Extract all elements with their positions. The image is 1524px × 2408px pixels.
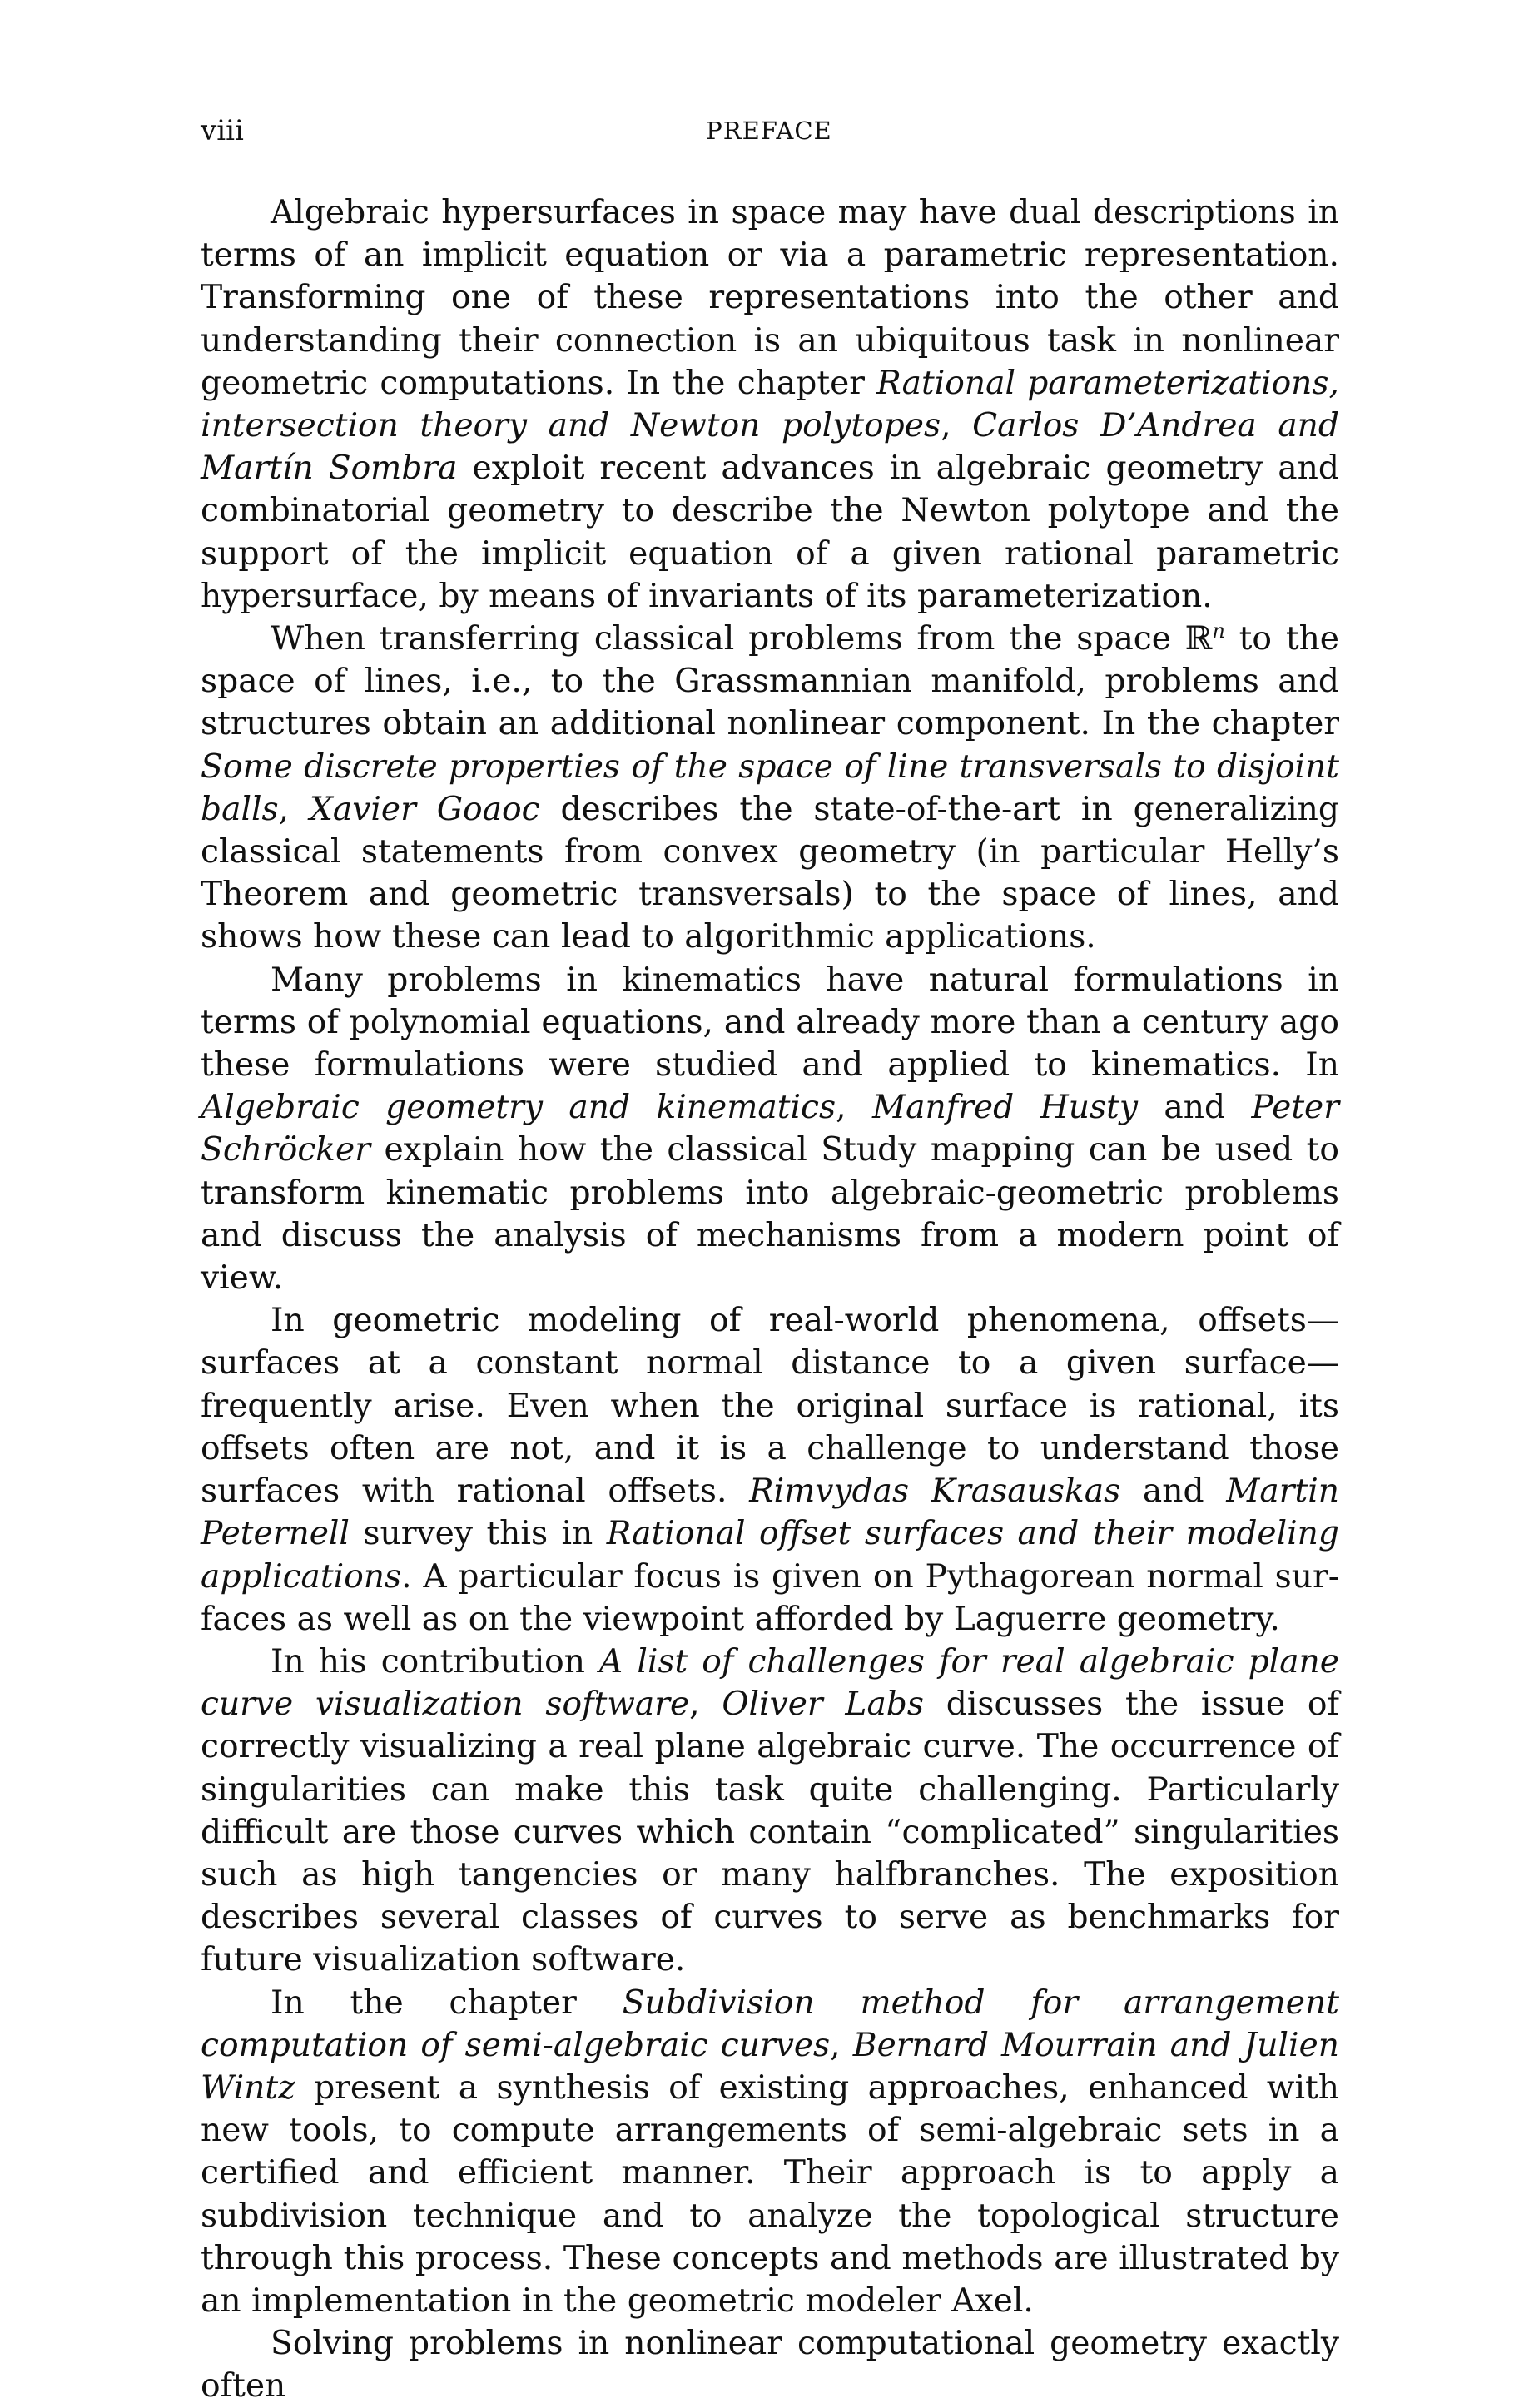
page-header xyxy=(201,110,1338,151)
paragraph-text: , xyxy=(830,2026,853,2064)
preface-body xyxy=(201,191,1339,2408)
paragraph-text: present a synthesis of existing approaches, enhanced with new tools, to compute arrangements of semi-algebraic sets in a certified and efficient manner. Their approach is to apply a subdivision technique and to analyze the topological structure through this process. These concepts and methods are illustrated by an implementation in the geometric modeler Axel. xyxy=(201,2068,1339,2320)
italic-text: A list of challenges for real algebraic plane curve visualization software xyxy=(201,1642,1339,1724)
preface-paragraph xyxy=(201,2322,1339,2407)
italic-text: Peter Schröcker xyxy=(201,1089,1339,1169)
running-title: PREFACE xyxy=(706,117,832,145)
preface-paragraph xyxy=(201,1299,1339,1641)
preface-paragraph xyxy=(201,959,1339,1300)
italic-text: Algebraic geometry and kinematics xyxy=(201,1089,836,1127)
paragraph-text: In geometric modeling of real-world phenomena, offsets—surfaces at a constant normal distance to a given surface—frequently arise. Even when the original surface is rational, its offsets often are not, and it is a challenge to understand those surfaces with rational offsets. xyxy=(201,1302,1339,1511)
italic-text: Oliver Labs xyxy=(722,1686,924,1724)
italic-text: Some discrete properties of the space of line transversals to disjoint balls xyxy=(201,747,1339,828)
paragraph-text: Many problems in kinematics have natural formulations in terms of polynomial equations, and already more than a century ago these formulations were studied and applied to kinematics. In xyxy=(201,961,1339,1085)
paragraph-text: In the chapter xyxy=(271,1983,623,2022)
paragraph-text: , xyxy=(941,407,973,445)
paragraph-text: describes the state-of-the-art in generalizing classical statements from convex geometry (in particular Helly’s Theorem and geometric transversals) to the space of lines, and shows how these can lead to algorithmic applications. xyxy=(201,790,1339,956)
paragraph-text: exploit recent advances in algebraic geometry and combinatorial geometry to describe the Newton polytope and the support of the implicit equation of a given rational parametric hypersurface, by means of invariants of its parameterization. xyxy=(201,449,1339,615)
paragraph-text: . A particular focus is given on Pythagorean normal surfaces as well as on the viewpoint afforded by Laguerre geometry. xyxy=(201,1557,1339,1638)
paragraph-text: discusses the issue of correctly visualizing a real plane algebraic curve. The occurrence of singularities can make this task quite challenging. Particularly difficult are those curves which contain “complicated” singularities such as high tangencies or many halfbranches. The exposition describes several classes of curves to serve as benchmarks for future visualization software. xyxy=(201,1686,1339,1979)
italic-text: Carlos D’Andrea and Martín Sombra xyxy=(201,407,1340,488)
paragraph-text: , xyxy=(836,1089,872,1127)
italic-text: Manfred Husty xyxy=(871,1089,1139,1127)
paragraph-text: , xyxy=(689,1686,722,1724)
italic-text: Bernard Mourrain and Julien Wintz xyxy=(201,2026,1339,2107)
paragraph-text: Solving problems in nonlinear computational geometry exactly often xyxy=(201,2325,1339,2406)
paragraph-text: , xyxy=(278,790,310,828)
italic-text: Rimvydas Krasauskas xyxy=(749,1472,1121,1511)
paragraph-text: and xyxy=(1120,1472,1227,1511)
italic-text: Xavier Goaoc xyxy=(310,790,540,828)
italic-text: Martin Peternell xyxy=(201,1472,1339,1553)
paragraph-text: Algebraic hypersurfaces in space may have dual descriptions in terms of an implicit equation or via a parametric representation. Transforming one of these representations into the other and understanding their connection is an ubiquitous task in nonlinear geometric computations. In the chapter xyxy=(201,194,1339,402)
preface-paragraph xyxy=(201,1641,1339,1982)
paragraph-text: When transferring classical problems from the space ℝ xyxy=(271,620,1213,658)
preface-paragraph xyxy=(201,618,1339,959)
paragraph-text: and xyxy=(1138,1089,1252,1127)
paragraph-text: explain how the classical Study mapping can be used to transform kinematic problems into algebraic-geometric problems and discuss the analysis of mechanisms from a modern point of view. xyxy=(201,1131,1339,1298)
page-number: viii xyxy=(201,114,244,147)
superscript-exponent: n xyxy=(1212,618,1225,643)
preface-paragraph xyxy=(201,191,1339,618)
italic-text: Rational offset surfaces and their modeling applications xyxy=(201,1515,1339,1596)
paragraph-text: In his contribution xyxy=(271,1642,599,1681)
paragraph-text: survey this in xyxy=(349,1515,607,1553)
italic-text: Subdivision method for arrangement computation of semi-algebraic curves xyxy=(201,1983,1339,2064)
italic-text: Rational parameterizations, intersection theory and Newton polytopes xyxy=(201,364,1339,445)
preface-paragraph xyxy=(201,1982,1339,2323)
paragraph-text: to the space of lines, i.e., to the Grassmannian manifold, problems and structures obtain an additional nonlinear component. In the chapter xyxy=(201,620,1339,743)
